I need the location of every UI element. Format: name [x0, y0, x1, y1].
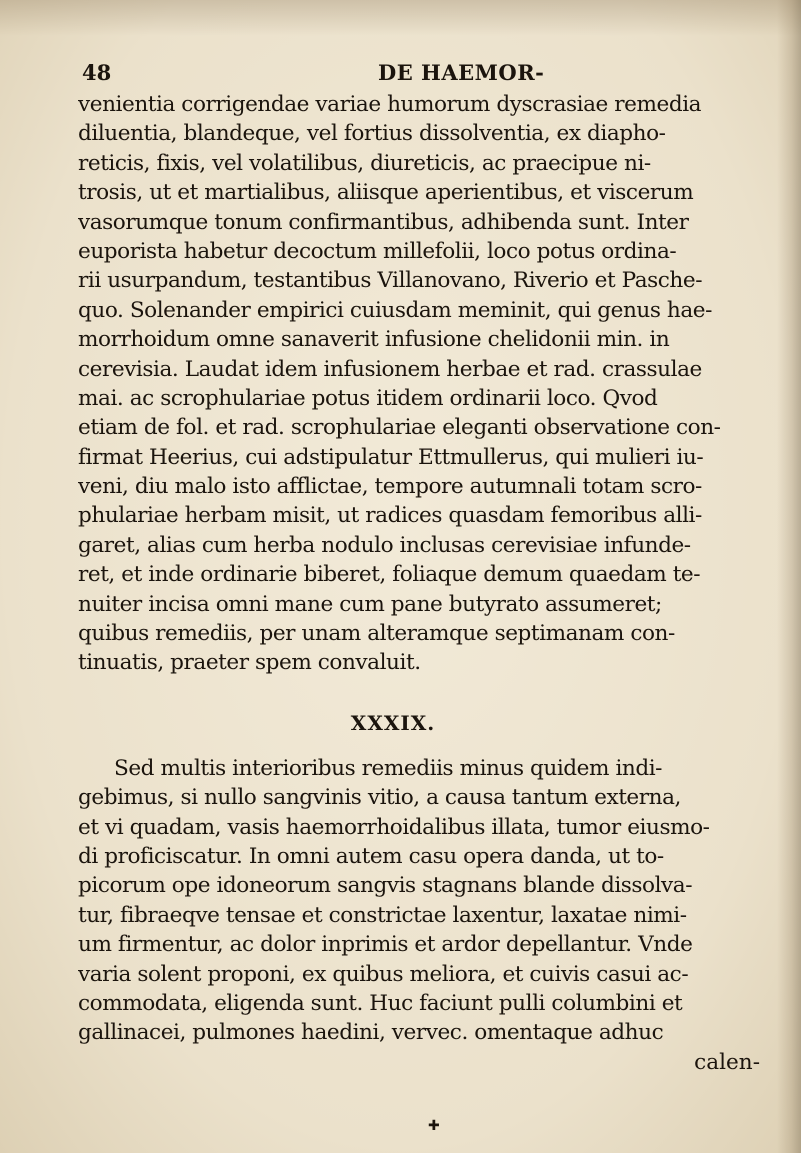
text-line: quo. Solenander empirici cuiusdam meminit, qui genus hae- [78, 297, 712, 323]
text-line: commodata, eligenda sunt. Huc faciunt pulli columbini et [78, 990, 683, 1016]
text-line: venientia corrigendae variae humorum dyscrasiae remedia [78, 92, 702, 117]
page-gutter-shadow [777, 0, 801, 1153]
page-number: 48 [82, 60, 112, 85]
text-line: mai. ac scrophulariae potus itidem ordinarii loco. Qvod [78, 385, 658, 411]
text-line: um firmentur, ac dolor inprimis et ardor depellantur. Vnde [78, 932, 693, 958]
paragraph-2 [78, 754, 768, 1048]
text-line: Sed multis interioribus remediis minus quidem indi- [114, 755, 663, 781]
paragraph-1 [78, 90, 768, 678]
text-line: rii usurpandum, testantibus Villanovano, Riverio et Pasche- [78, 268, 703, 294]
text-line: diluentia, blandeque, vel fortius dissolventia, ex diapho- [78, 121, 666, 147]
catchword: calen- [694, 1049, 760, 1075]
text-line: phulariae herbam misit, ut radices quasdam femoribus alli- [78, 503, 702, 529]
spacer [78, 738, 768, 754]
text-line: quibus remediis, per unam alteramque septimanam con- [78, 621, 675, 647]
text-line: varia solent proponi, ex quibus meliora, et cuivis casui ac- [78, 961, 689, 987]
text-line: picorum ope idoneorum sangvis stagnans blande dissolva- [78, 873, 693, 899]
spacer [78, 678, 768, 708]
text-line: tinuatis, praeter spem convaluit. [78, 650, 421, 676]
text-line: ret, et inde ordinarie biberet, foliaque demum quaedam te- [78, 562, 701, 588]
text-line: etiam de fol. et rad. scrophulariae eleganti observatione con- [78, 415, 721, 441]
text-line: firmat Heerius, cui adstipulatur Ettmullerus, qui mulieri iu- [78, 444, 704, 470]
text-line: reticis, fixis, vel volatilibus, diureticis, ac praecipue ni- [78, 150, 651, 176]
page-text [78, 90, 768, 1077]
text-line: garet, alias cum herba nodulo inclusas cerevisiae infunde- [78, 532, 691, 558]
section-number: XXXIX. [350, 710, 436, 735]
text-line: gallinacei, pulmones haedini, vervec. omentaque adhuc [78, 1020, 664, 1046]
text-line: et vi quadam, vasis haemorrhoidalibus illata, tumor eiusmo- [78, 814, 710, 840]
text-line: di proficiscatur. In omni autem casu opera danda, ut to- [78, 843, 664, 869]
text-line: euporista habetur decoctum millefolii, loco potus ordina- [78, 238, 677, 264]
page-header [0, 60, 801, 90]
text-line: gebimus, si nullo sangvinis vitio, a causa tantum externa, [78, 785, 681, 811]
running-head: DE HAEMOR- [378, 60, 545, 85]
page-top-shadow [0, 0, 801, 36]
text-line: nuiter incisa omni mane cum pane butyrato assumeret; [78, 591, 662, 617]
text-line: trosis, ut et martialibus, aliisque aperientibus, et viscerum [78, 180, 694, 206]
text-line: vasorumque tonum confirmantibus, adhibenda sunt. Inter [78, 209, 689, 235]
text-line: cerevisia. Laudat idem infusionem herbae et rad. crassulae [78, 356, 702, 382]
text-line: tur, fibraeqve tensae et constrictae laxentur, laxatae nimi- [78, 902, 687, 928]
text-line: morrhoidum omne sanaverit infusione chelidonii min. in [78, 327, 670, 353]
text-line: veni, diu malo isto afflictae, tempore autumnali totam scro- [78, 474, 702, 500]
signature-mark: ✚ [428, 1118, 440, 1134]
